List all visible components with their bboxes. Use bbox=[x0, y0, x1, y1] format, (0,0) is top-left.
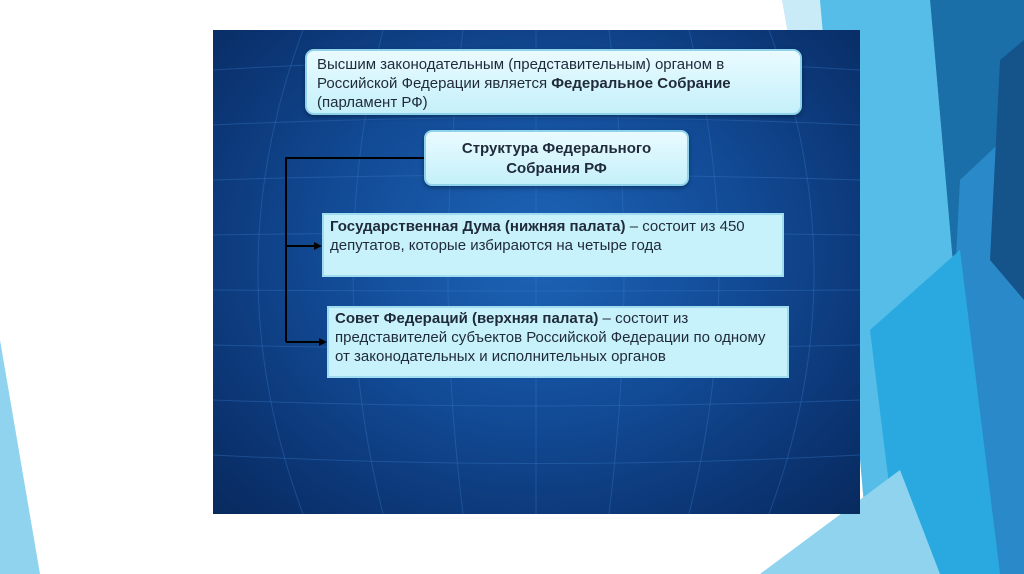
arrow-sovet bbox=[319, 338, 327, 346]
sovet-title: Совет Федераций (верхняя палата) bbox=[335, 310, 599, 327]
intro-text: Высшим законодательным (представительным) органом в Российской Федерации является bbox=[317, 56, 725, 92]
arrow-duma bbox=[314, 242, 322, 250]
structure-title: Структура Федерального Собрания РФ bbox=[461, 140, 652, 177]
sovet-box bbox=[327, 306, 789, 378]
slide-panel bbox=[213, 30, 860, 514]
duma-box bbox=[322, 213, 784, 277]
sovet-text: – состоит из представителей субъектов Российской Федерации по одному от законодательных и исполнительных органов bbox=[335, 310, 766, 365]
intro-text-end: (парламент РФ) bbox=[317, 94, 428, 111]
duma-title: Государственная Дума (нижняя палата) bbox=[330, 218, 626, 235]
intro-bold-text: Федеральное Собрание bbox=[551, 75, 731, 92]
left-accent-triangle bbox=[0, 340, 40, 574]
duma-text: – состоит из 450 депутатов, которые избираются на четыре года bbox=[330, 218, 745, 254]
